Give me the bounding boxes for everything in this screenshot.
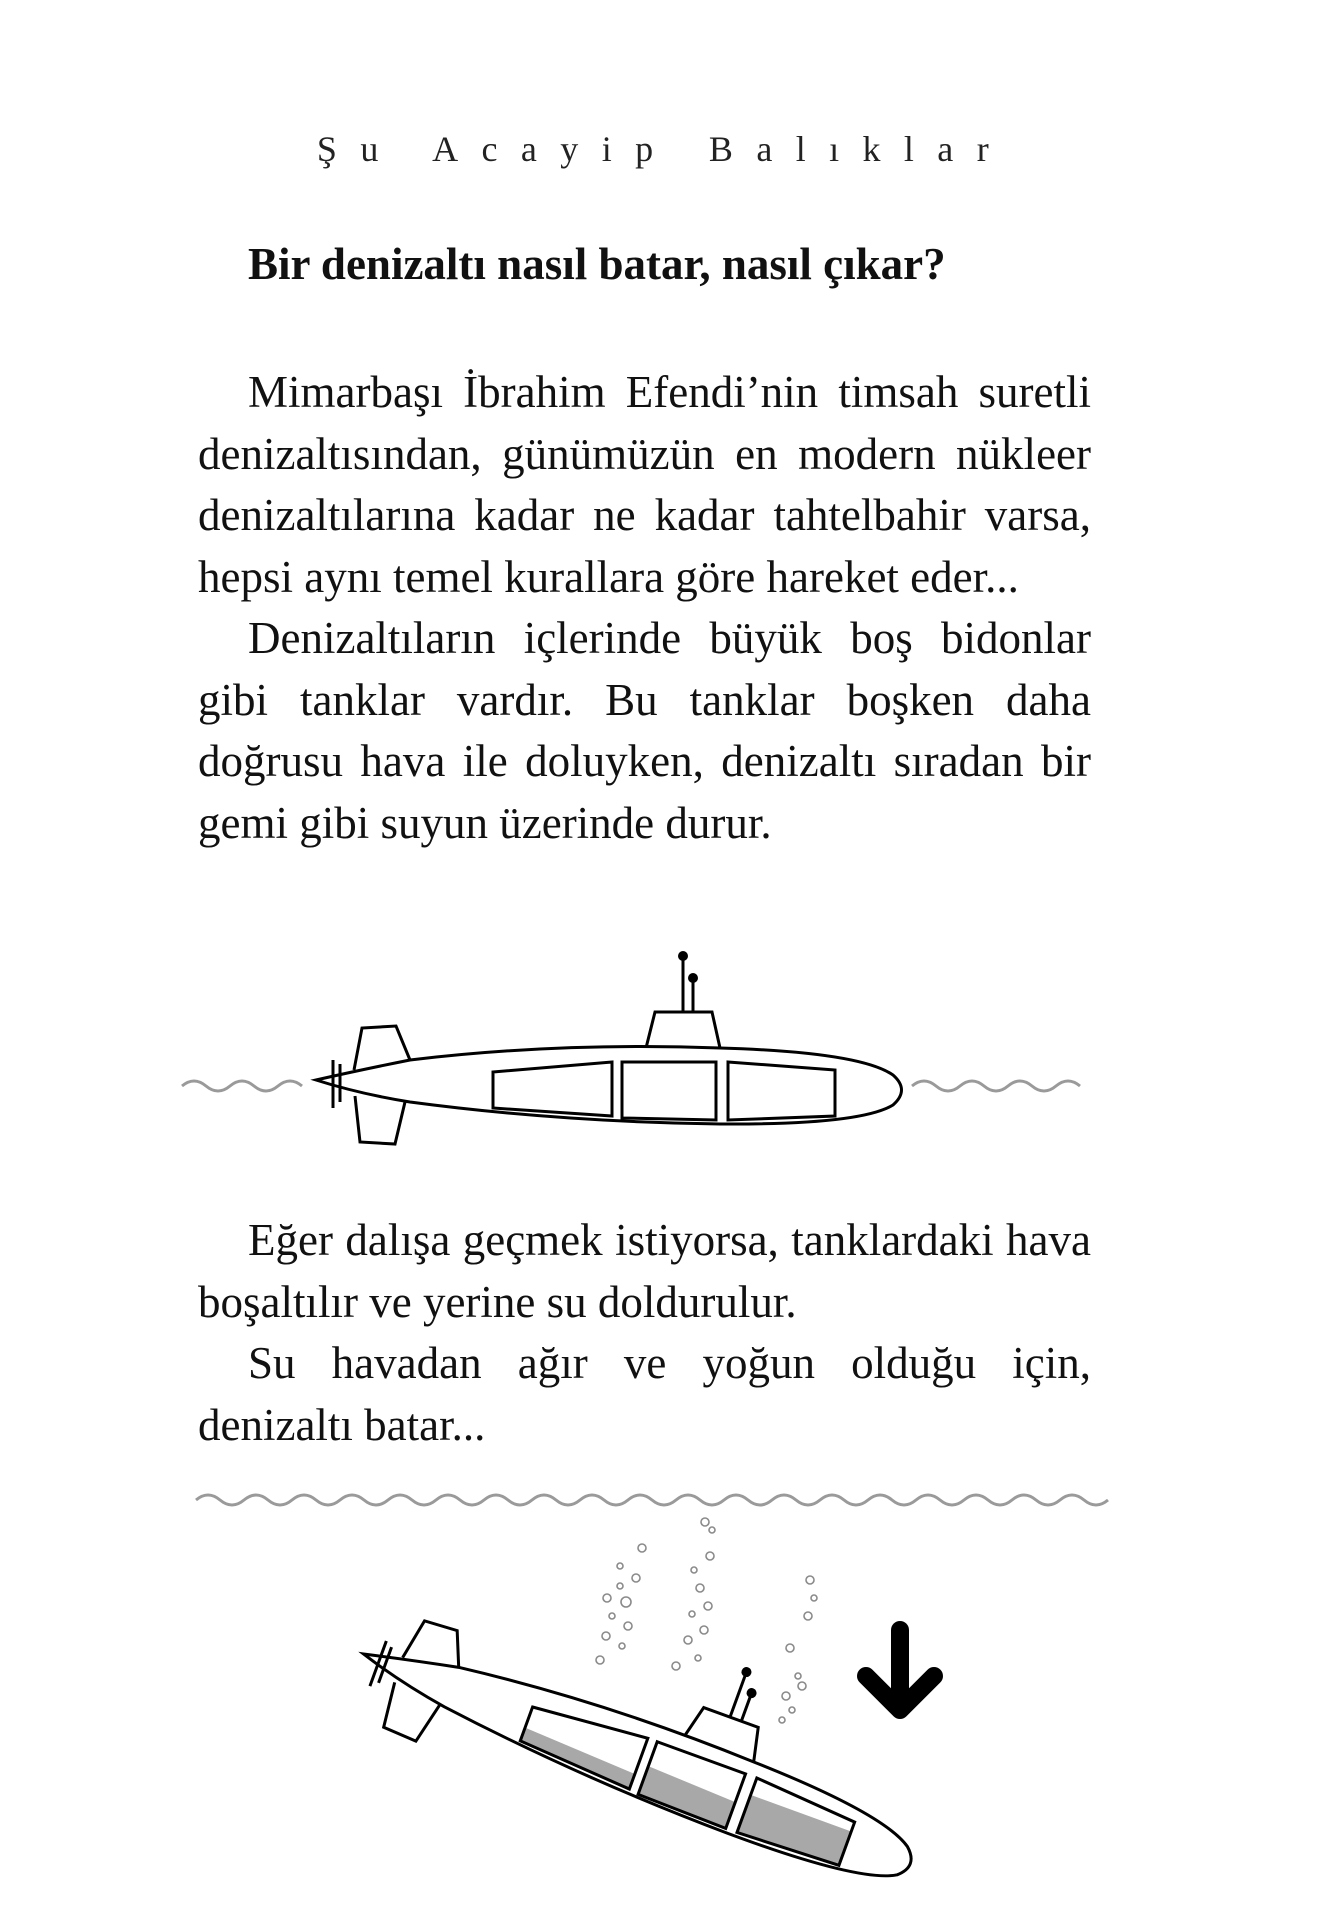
paragraph: Denizaltıların içlerinde büyük boş bidonlar gibi tanklar vardır. Bu tanklar boşken daha doğrusu hava ile doluyken, denizaltı sıradan bir gemi gibi suyun üzerinde durur. bbox=[198, 613, 1091, 848]
paragraph: Eğer dalışa geçmek istiyorsa, tanklardaki hava boşaltılır ve yerine su doldurulur. bbox=[198, 1215, 1091, 1327]
paragraph: Su havadan ağır ve yoğun olduğu için, denizaltı batar... bbox=[198, 1338, 1091, 1450]
wave-line bbox=[196, 1495, 1108, 1505]
down-arrow-icon bbox=[866, 1630, 934, 1710]
section-title: Bir denizaltı nasıl batar, nasıl çıkar? bbox=[248, 239, 946, 289]
running-head: Şu Acayip Balıklar bbox=[316, 129, 1013, 169]
paragraph: Mimarbaşı İbrahim Efendi’nin timsah suretli denizaltısından, günümüzün en modern nükleer denizaltılarına kadar ne kadar tahtelbahir varsa, hepsi aynı temel kurallara göre hareket eder... bbox=[198, 367, 1091, 602]
text-block-2 bbox=[198, 1210, 1091, 1456]
wave-line-left bbox=[182, 1081, 302, 1091]
submarine-surfaced-icon bbox=[0, 930, 1329, 1170]
text-block-1 bbox=[198, 362, 1091, 854]
submarine-diving-icon bbox=[0, 1470, 1329, 1890]
wave-line-right bbox=[912, 1081, 1080, 1091]
bubbles-icon bbox=[596, 1518, 817, 1723]
